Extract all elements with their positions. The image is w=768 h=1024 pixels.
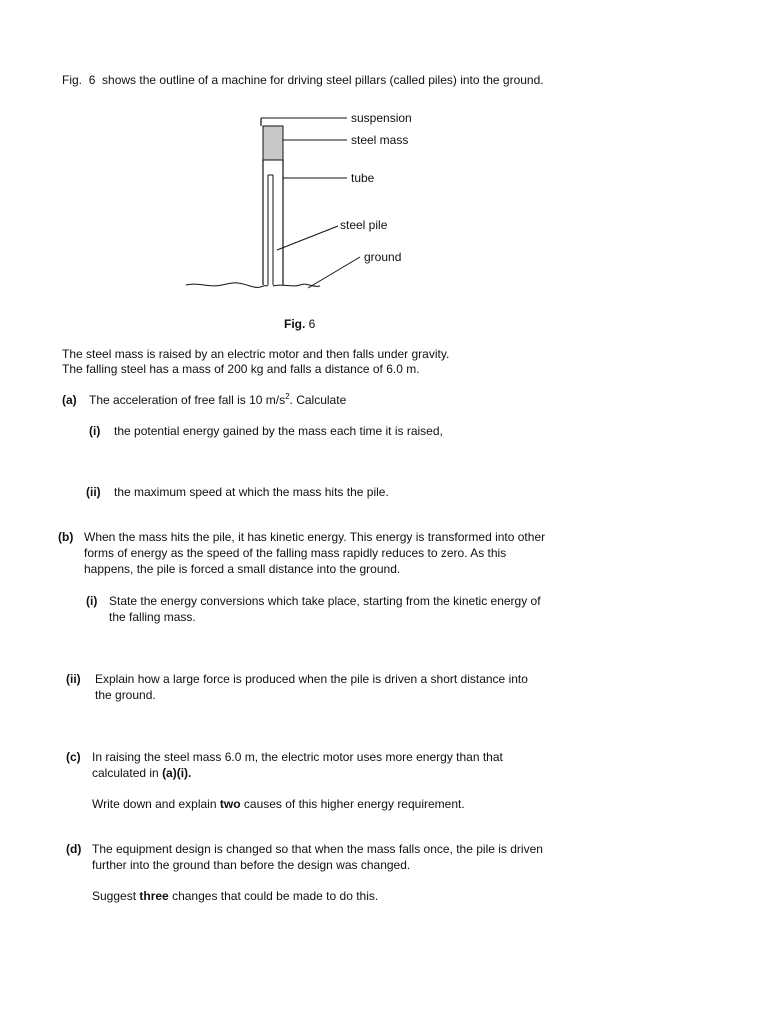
part-c-reference: (a)(i). (162, 766, 192, 780)
part-d-label: (d) (66, 842, 82, 856)
figure-caption-number: 6 (308, 317, 316, 331)
part-a-stem (89, 392, 346, 408)
intro-fig-number: 6 (88, 73, 96, 87)
context-line-1: The steel mass is raised by an electric motor and then falls under gravity. (62, 347, 450, 361)
steel-pile-leader (277, 226, 338, 250)
part-b-ii-line-2: the ground. (95, 688, 156, 702)
part-a-i-label: (i) (89, 424, 101, 438)
intro-fig-word: Fig. (62, 73, 83, 87)
part-d-line-1: The equipment design is changed so that when the mass falls once, the pile is driven (92, 842, 543, 856)
part-a-text-before: The acceleration of free fall is 10 m/s (89, 393, 286, 407)
part-c-line-3-after: causes of this higher energy requirement. (243, 797, 465, 811)
part-a-ii-label: (ii) (86, 485, 101, 499)
part-d-line-2: further into the ground than before the design was changed. (92, 858, 411, 872)
ground-line (186, 283, 320, 288)
part-b-i-line-2: the falling mass. (109, 610, 196, 624)
part-c-line-1: In raising the steel mass 6.0 m, the electric motor uses more energy than that (92, 750, 503, 764)
part-b-i-line-1: State the energy conversions which take place, starting from the kinetic energy of (109, 594, 541, 608)
label-steel-pile: steel pile (340, 218, 388, 232)
part-b-ii-line-1: Explain how a large force is produced when the pile is driven a short distance into (95, 672, 528, 686)
label-tube: tube (351, 171, 375, 185)
part-b-i-label: (i) (86, 594, 98, 608)
part-c-line-3-before: Write down and explain (92, 797, 217, 811)
part-b-label: (b) (58, 530, 74, 544)
part-d-line-3-before: Suggest (92, 889, 137, 903)
part-b-ii-label: (ii) (66, 672, 81, 686)
part-d-line-3-after: changes that could be made to do this. (172, 889, 379, 903)
part-a-superscript: 2 (285, 392, 290, 401)
part-c-emphasis-two: two (219, 797, 241, 811)
label-ground: ground (364, 250, 402, 264)
steel-mass-block (263, 126, 283, 160)
part-b-line-3: happens, the pile is forced a small distance into the ground. (84, 562, 401, 576)
part-c-label: (c) (66, 750, 81, 764)
part-b-line-2: forms of energy as the speed of the falling mass rapidly reduces to zero. As this (84, 546, 507, 560)
part-d-line-3 (92, 888, 378, 904)
part-b-line-1: When the mass hits the pile, it has kinetic energy. This energy is transformed into other (84, 530, 546, 544)
figure-caption-word: Fig. (284, 317, 306, 331)
part-c-line-2 (92, 765, 191, 781)
figure-caption (284, 316, 315, 332)
ground-leader (308, 257, 360, 288)
part-c-line-2-prefix: calculated in (92, 766, 159, 780)
part-a-i-text: the potential energy gained by the mass each time it is raised, (114, 424, 443, 438)
part-a-label: (a) (62, 393, 77, 407)
part-a-text-after: . Calculate (289, 393, 347, 407)
part-a-ii-text: the maximum speed at which the mass hits the pile. (114, 485, 389, 499)
context-line-2: The falling steel has a mass of 200 kg and falls a distance of 6.0 m. (62, 362, 420, 376)
part-c-line-3 (92, 796, 465, 812)
label-suspension: suspension (351, 111, 412, 125)
intro-text: shows the outline of a machine for driving steel pillars (called piles) into the ground. (102, 73, 544, 87)
part-d-emphasis-three: three (139, 889, 169, 903)
label-steel-mass: steel mass (351, 133, 409, 147)
